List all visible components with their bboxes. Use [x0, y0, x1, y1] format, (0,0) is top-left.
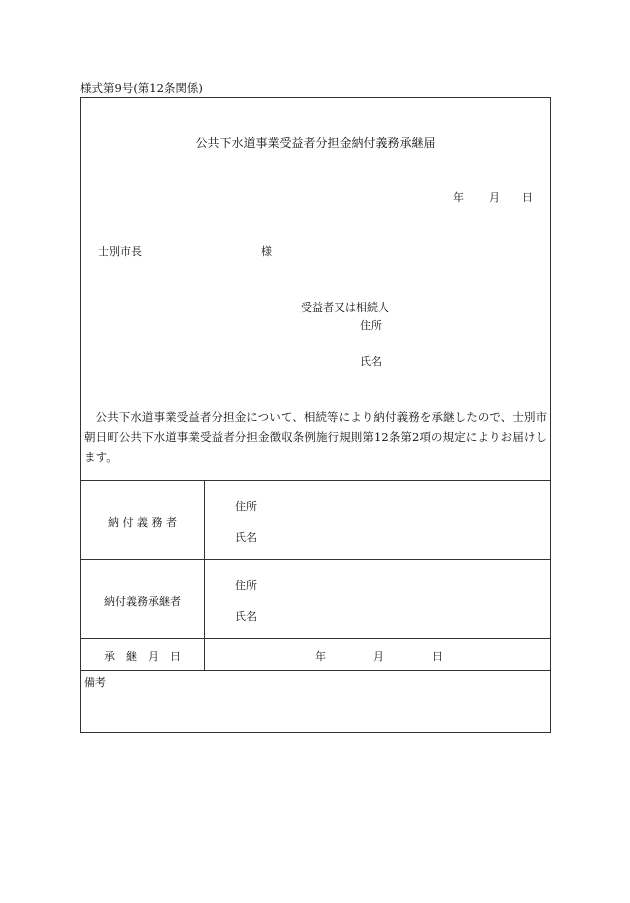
applicant-heading: 受益者又は相続人	[301, 301, 389, 314]
row-divider-3	[81, 670, 550, 671]
header-date-day: 日	[522, 191, 533, 204]
form-frame	[80, 97, 551, 733]
succession-date-year: 年	[315, 650, 326, 663]
form-number-label: 様式第9号(第12条関係)	[80, 81, 203, 95]
succession-date-day: 日	[432, 650, 443, 663]
row-divider-1	[81, 559, 550, 560]
obligor-address-label: 住所	[235, 500, 257, 513]
successor-address-label: 住所	[235, 579, 257, 592]
obligor-label: 納 付 義 務 者	[108, 516, 177, 529]
obligor-name-label: 氏名	[235, 531, 257, 544]
successor-label: 納付義務承継者	[104, 595, 181, 608]
addressee-name: 士別市長	[98, 245, 142, 258]
header-date-year: 年	[453, 191, 464, 204]
successor-name-label: 氏名	[235, 610, 257, 623]
remarks-label: 備考	[84, 676, 106, 689]
column-divider	[204, 480, 205, 670]
header-date-month: 月	[489, 191, 500, 204]
applicant-address-label: 住所	[360, 319, 382, 332]
form-title: 公共下水道事業受益者分担金納付義務承継届	[195, 136, 436, 150]
addressee-honorific: 様	[261, 245, 272, 258]
table-top-border	[81, 480, 550, 481]
applicant-name-label: 氏名	[360, 355, 382, 368]
succession-date-month: 月	[373, 650, 384, 663]
declaration-text: 公共下水道事業受益者分担金について、相続等により納付義務を承継したので、士別市朝日町公共下水道事業受益者分担金徴収条例施行規則第12条第2項の規定によりお届けします。	[84, 410, 548, 464]
row-divider-2	[81, 638, 550, 639]
succession-date-label: 承 継 月 日	[104, 650, 181, 663]
